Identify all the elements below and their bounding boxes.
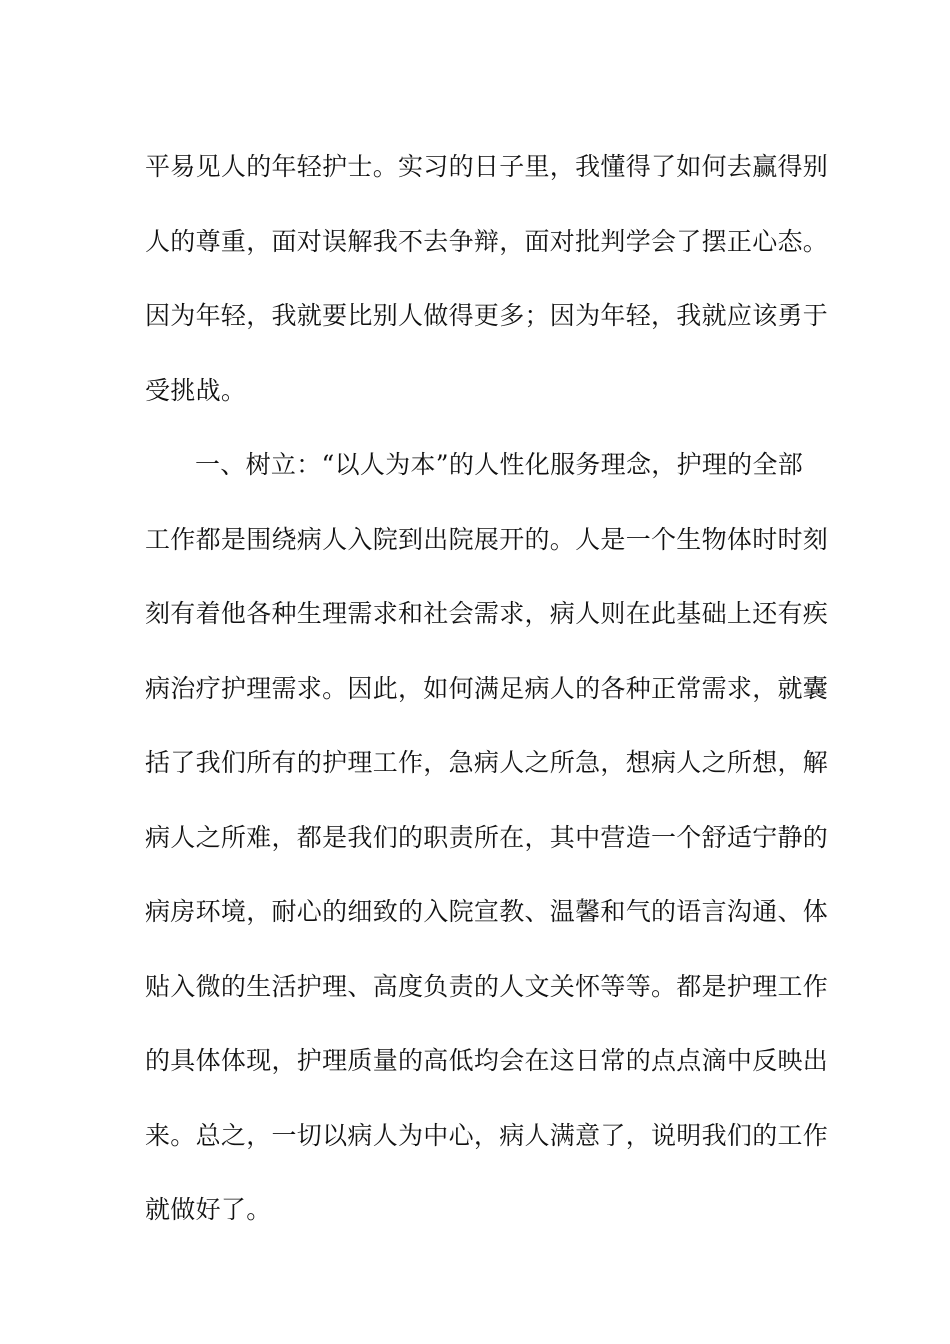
text-line: 因为年轻，我就要比别人做得更多；因为年轻，我就应该勇于 bbox=[145, 301, 829, 330]
text-line: 病人之所难，都是我们的职责所在，其中营造一个舒适宁静的 bbox=[145, 822, 829, 852]
text-line-indented: 一、树立：“以人为本”的人性化服务理念，护理的全部 bbox=[195, 450, 804, 479]
text-line: 病治疗护理需求。因此，如何满足病人的各种正常需求，就囊 bbox=[145, 673, 829, 703]
text-line: 平易见人的年轻护士。实习的日子里，我懂得了如何去赢得别 bbox=[145, 152, 829, 181]
text-line: 括了我们所有的护理工作，急病人之所急，想病人之所想，解 bbox=[145, 748, 829, 777]
text-line: 受挑战。 bbox=[145, 375, 247, 405]
text-line: 刻有着他各种生理需求和社会需求，病人则在此基础上还有疾 bbox=[145, 599, 829, 628]
paragraph-section-one bbox=[145, 428, 829, 1248]
text-line: 人的尊重，面对误解我不去争辩，面对批判学会了摆正心态。 bbox=[145, 226, 829, 256]
text-line: 病房环境，耐心的细致的入院宣教、温馨和气的语言沟通、体 bbox=[145, 897, 829, 926]
text-line: 的具体体现，护理质量的高低均会在这日常的点点滴中反映出 bbox=[145, 1046, 829, 1075]
text-line: 来。总之，一切以病人为中心，病人满意了，说明我们的工作 bbox=[145, 1120, 829, 1150]
paragraph-continuation bbox=[145, 130, 829, 428]
text-line: 就做好了。 bbox=[145, 1195, 272, 1224]
text-line: 工作都是围绕病人入院到出院展开的。人是一个生物体时时刻 bbox=[145, 524, 829, 554]
document-body bbox=[145, 130, 829, 1248]
text-line: 贴入微的生活护理、高度负责的人文关怀等等。都是护理工作 bbox=[145, 971, 829, 1001]
